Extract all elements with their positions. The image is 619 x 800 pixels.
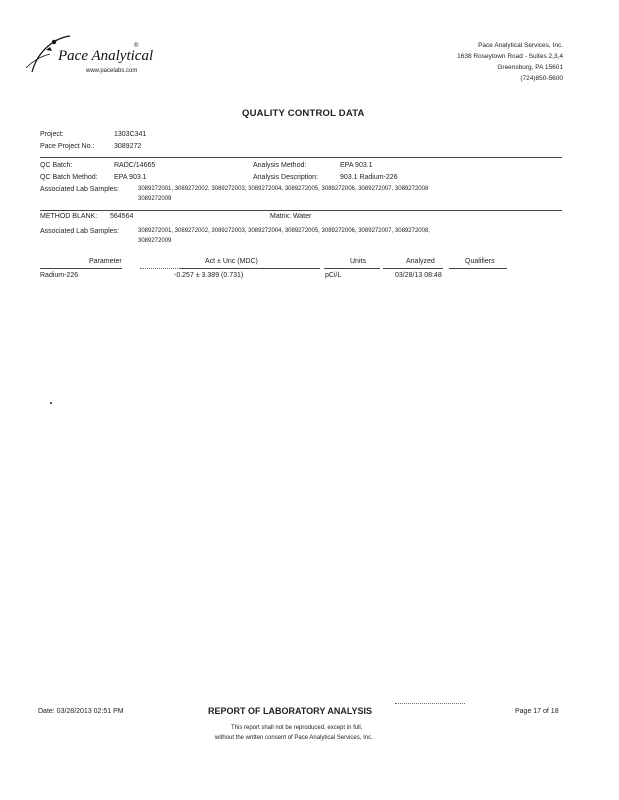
associated-samples-line-2: 3089272009 [138, 196, 172, 202]
page-title: QUALITY CONTROL DATA [242, 108, 365, 119]
qc-batch-label: QC Batch: [40, 162, 73, 169]
header-rule [383, 268, 443, 269]
registered-mark: ® [134, 43, 139, 49]
logo-url: www.pacelabs.com [86, 68, 138, 74]
associated-samples-line-1: 3089272001, 3089272002, 3089272003, 3089272004, 3089272005, 3089272006, 3089272007, 3089272008 [138, 186, 429, 192]
column-header-parameter: Parameter [89, 258, 122, 265]
address-line-2: 1638 Roseytown Road - Suites 2,3,4 [457, 53, 563, 60]
analysis-description-label: Analysis Description: [253, 174, 318, 181]
blank-associated-samples-line-2: 3089272009 [138, 238, 172, 244]
method-blank-value: 564564 [110, 213, 134, 220]
qc-batch-method-value: EPA 903.1 [114, 174, 147, 181]
column-header-activity: Act ± Unc (MDC) [205, 258, 258, 265]
column-header-qualifiers: Qualifiers [465, 258, 495, 265]
footer-report-title: REPORT OF LABORATORY ANALYSIS [208, 706, 373, 716]
header-rule [449, 268, 507, 269]
blank-associated-samples-line-1: 3089272001, 3089272002, 3089272003, 3089272004, 3089272005, 3089272006, 3089272007, 3089272008, [138, 228, 430, 234]
matrix-label: Matrix: Water [270, 213, 312, 220]
footer-rule [395, 703, 465, 704]
footer-notice-line-2: without the written consent of Pace Analytical Services, Inc. [215, 735, 373, 741]
header-rule [180, 268, 320, 269]
company-address [457, 40, 563, 84]
blank-associated-samples-label: Associated Lab Samples: [40, 228, 119, 235]
cell-activity: -0.257 ± 3.389 (0.731) [174, 272, 244, 279]
header-rule [324, 268, 380, 269]
footer-notice-line-1: This report shall not be reproduced, except in full, [231, 725, 363, 731]
analysis-method-label: Analysis Method: [253, 162, 307, 169]
pace-project-value: 3089272 [114, 143, 142, 150]
analysis-description-value: 903.1 Radium-226 [340, 174, 398, 181]
qc-batch-value: RADC/14665 [114, 162, 156, 169]
address-line-4: (724)850-5600 [520, 75, 563, 82]
qc-batch-method-label: QC Batch Method: [40, 174, 98, 181]
pace-project-label: Pace Project No.: [40, 143, 95, 150]
logo-text: Pace Analytical [58, 48, 154, 64]
address-line-1: Pace Analytical Services, Inc. [478, 42, 563, 49]
column-header-units: Units [350, 258, 366, 265]
header-rule [40, 268, 122, 269]
project-value: 1303C341 [114, 131, 147, 138]
scan-speck [50, 402, 52, 404]
project-label: Project: [40, 131, 64, 138]
cell-parameter: Radium-226 [40, 272, 79, 279]
analysis-method-value: EPA 903.1 [340, 162, 373, 169]
footer-date: Date: 03/28/2013 02:51 PM [38, 708, 124, 715]
footer-page-number: Page 17 of 18 [515, 708, 559, 715]
cell-analyzed: 03/28/13 08:48 [395, 272, 442, 279]
divider [40, 157, 562, 158]
header-rule [140, 268, 180, 269]
column-header-analyzed: Analyzed [406, 258, 435, 265]
divider [40, 210, 562, 211]
method-blank-label: METHOD BLANK: [40, 213, 98, 220]
address-line-3: Greensburg, PA 15601 [497, 64, 563, 71]
company-logo [20, 30, 154, 80]
cell-units: pCi/L [325, 272, 342, 279]
associated-samples-label: Associated Lab Samples: [40, 186, 119, 193]
